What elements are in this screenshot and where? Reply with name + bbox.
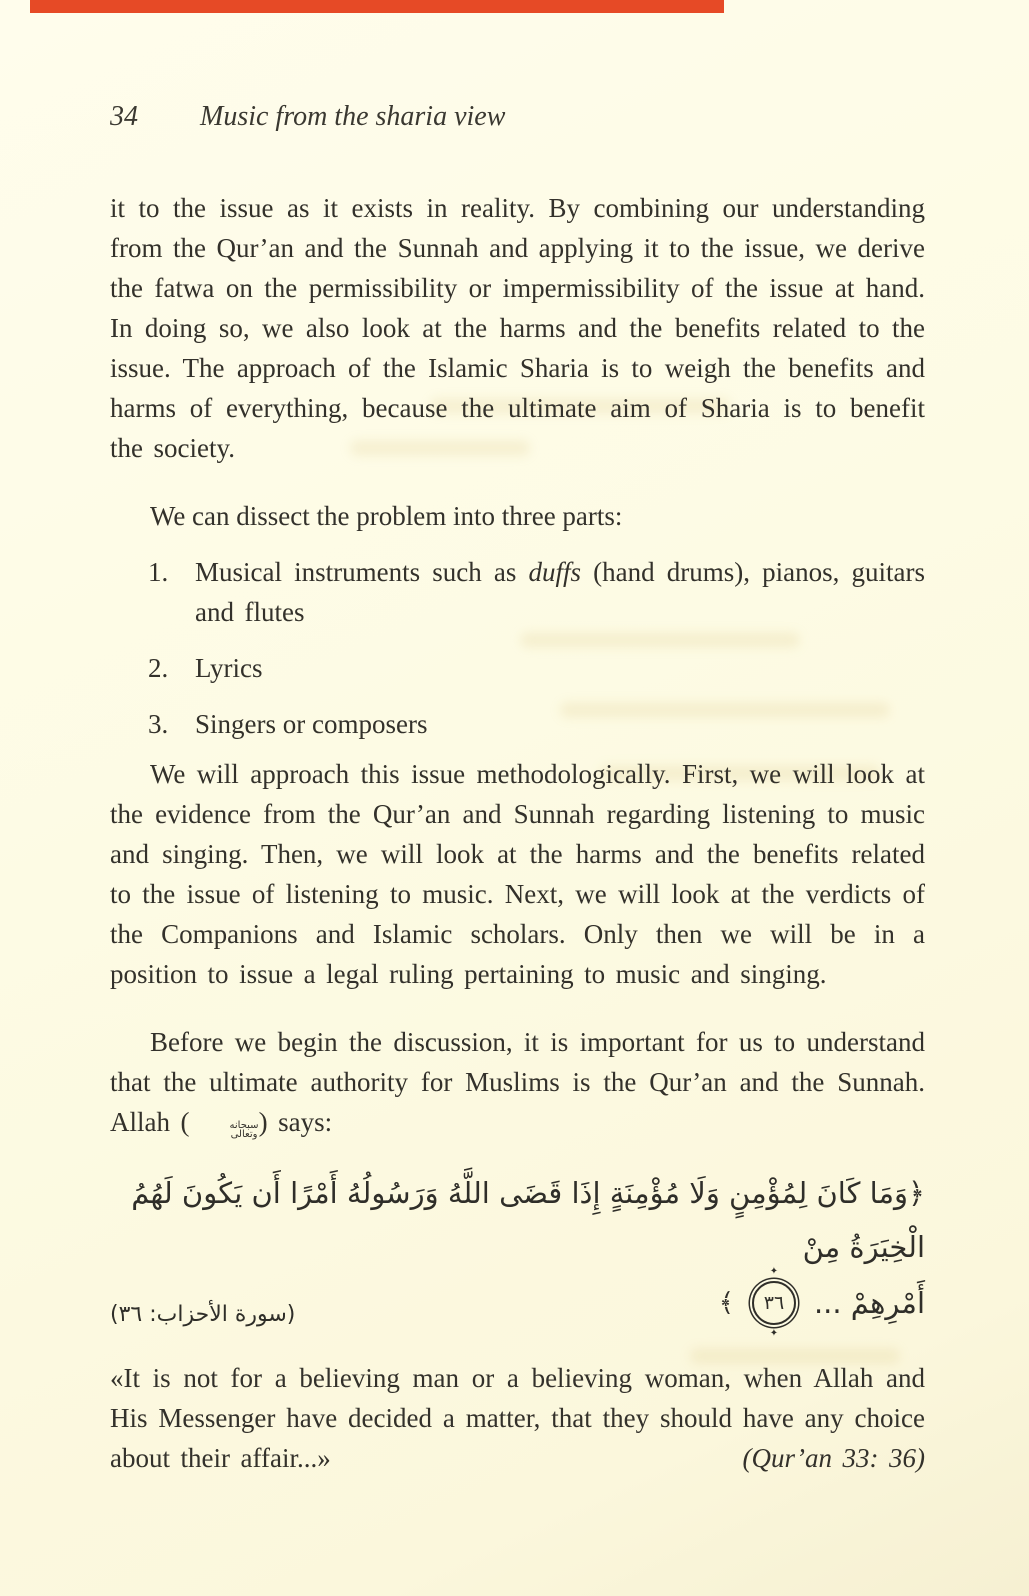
paragraph-approach: We will approach this issue methodologically. First, we will look at the evidence from the Qur’an and Sunnah regarding listening to music and singing. Then, we will look at the harms and the benefits related to the issue of listening to music. Next, we will look at the verdicts of the Companions and Islamic scholars. Only then we will be in a position to issue a legal ruling pertaining to music and singing.: [110, 759, 925, 989]
verse-continuation: [719, 1276, 925, 1330]
list-number: 3.: [148, 709, 169, 739]
list-item-text: Musical instruments such as: [195, 557, 529, 587]
paragraph-methodology: it to the issue as it exists in reality. By combining our understanding from the Qur’an and the Sunnah and applying it to the issue, we derive the fatwa on the permissibility or impermissibility of the issue at hand. In doing so, we also look at the harms and the benefits related to the issue. The approach of the Islamic Sharia is to weigh the benefits and harms of everything, because the ultimate aim of Sharia is to benefit the society.: [110, 193, 925, 463]
verse-line-2: [110, 1276, 925, 1330]
verse-last-word: أَمْرِهِمْ ...: [813, 1286, 925, 1320]
quran-citation: (Qur’an 33: 36): [742, 1443, 925, 1473]
list-number: 1.: [148, 557, 169, 587]
verse-line-1: ﴿وَمَا كَانَ لِمُؤْمِنٍ وَلَا مُؤْمِنَةٍ إِذَا قَضَى اللَّهُ وَرَسُولُهُ أَمْرًا أَن يَكُونَ لَهُمُ الْخِيَرَةُ مِنْ: [131, 1176, 925, 1264]
translation-text: It is not for a believing man or a believing woman, when Allah and His Messenger have decided a matter, that they should have any choice about their affair...: [110, 1363, 925, 1473]
quote-close-mark: »: [317, 1443, 331, 1473]
honorific-bottom: وتعالى: [230, 1129, 258, 1140]
quran-verse-arabic: [110, 1166, 925, 1330]
paragraph-text: ) says:: [258, 1107, 333, 1137]
verse-translation: [110, 1358, 925, 1478]
list-item-text: (hand drums), pianos, guitars and flutes: [195, 557, 925, 627]
running-header: [110, 100, 925, 134]
text-column: [110, 136, 925, 1478]
honorific-top: سبحانه: [229, 1120, 259, 1131]
scan-artifact-red-bar: [30, 0, 724, 13]
list-item-text: Lyrics: [195, 653, 263, 683]
ayah-number: ✦ ٣٦: [763, 1291, 785, 1314]
numbered-list: [110, 552, 925, 744]
ayah-number-medallion: [752, 1281, 796, 1325]
surah-attribution: (سورة الأحزاب: ٣٦): [110, 1302, 296, 1327]
list-item-text: Singers or composers: [195, 709, 428, 739]
running-title: Music from the sharia view: [200, 101, 506, 132]
list-item-singers: [110, 704, 925, 744]
page-number: 34: [110, 101, 138, 132]
allah-honorific-calligraphy: [190, 1121, 259, 1139]
paragraph-authority: [110, 1022, 925, 1142]
italic-term-duffs: duffs: [528, 557, 582, 587]
list-number: 2.: [148, 653, 169, 683]
paragraph-dissect-intro: We can dissect the problem into three parts:: [150, 501, 623, 531]
paragraph-text: Before we begin the discussion, it is important for us to understand that the ultimate authority for Muslims is the Qur’an and the Sunnah. Allah (: [110, 1027, 925, 1137]
closing-ornate-bracket: ﴾: [718, 1288, 734, 1318]
list-item-lyrics: [110, 648, 925, 688]
quote-open-mark: «: [110, 1363, 124, 1393]
list-item-instruments: [110, 552, 925, 632]
